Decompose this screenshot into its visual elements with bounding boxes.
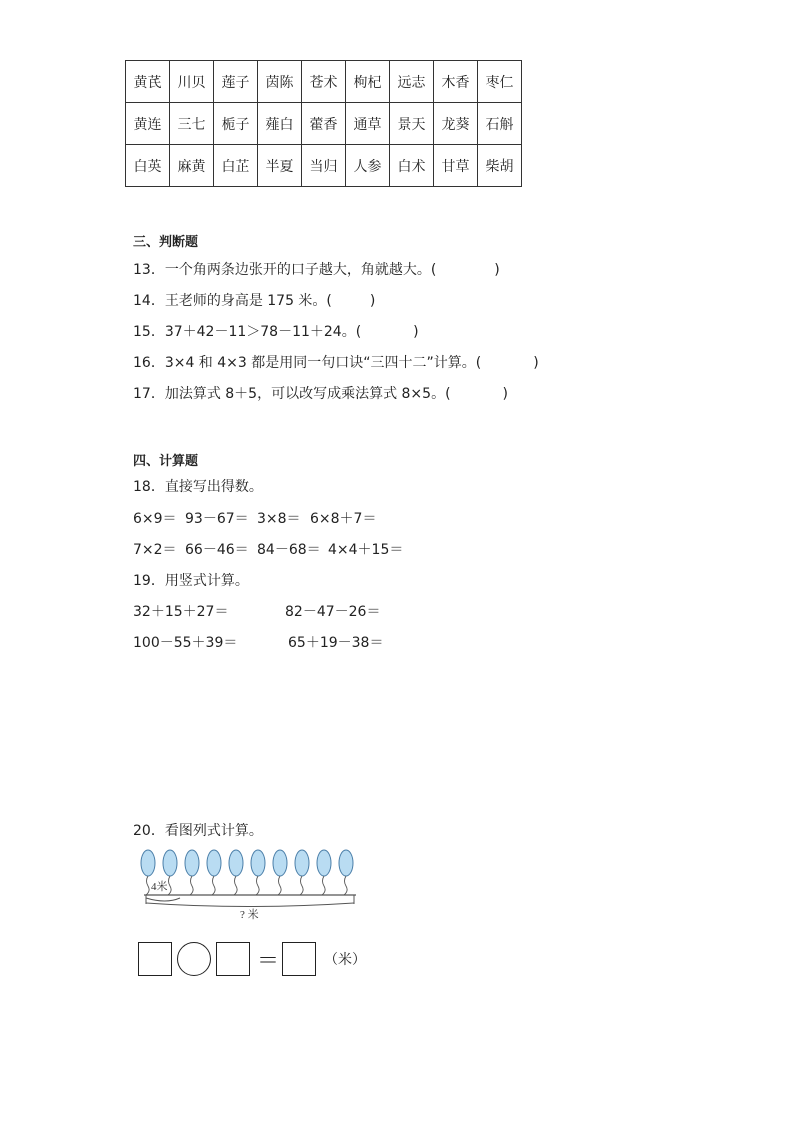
- herb-cell: 半夏: [258, 145, 302, 187]
- question-17: 17．加法算式 8＋5，可以改写成乘法算式 8×5。( ): [133, 386, 509, 402]
- herb-cell: 苍术: [302, 61, 346, 103]
- balloon-string: [212, 876, 215, 895]
- balloon-figure: [136, 846, 366, 922]
- calc-r1-4: 6×8＋7＝: [310, 511, 377, 527]
- unit-label: （米）: [324, 952, 366, 968]
- balloon-string: [190, 876, 193, 895]
- herb-cell: 石斛: [478, 103, 522, 145]
- calc-r2-1: 7×2＝: [133, 542, 177, 558]
- herb-cell: 三七: [170, 103, 214, 145]
- balloon: [273, 850, 287, 876]
- question-18: 18．直接写出得数。: [133, 479, 263, 495]
- balloon: [295, 850, 309, 876]
- balloon: [229, 850, 243, 876]
- herb-cell: 枣仁: [478, 61, 522, 103]
- herb-cell: 远志: [390, 61, 434, 103]
- herb-cell: 甘草: [434, 145, 478, 187]
- herb-cell: 麻黄: [170, 145, 214, 187]
- calc-r1-2: 93－67＝: [185, 511, 249, 527]
- balloon-string: [300, 876, 303, 895]
- vertical-2: 82－47－26＝: [285, 604, 381, 620]
- herb-cell: 藿香: [302, 103, 346, 145]
- herb-row: [126, 61, 522, 103]
- question-16: 16．3×4 和 4×3 都是用同一句口诀“三四十二”计算。( ): [133, 355, 539, 371]
- balloon-string: [146, 876, 149, 895]
- herb-cell: 川贝: [170, 61, 214, 103]
- section-3-title: 三、判断题: [133, 235, 199, 250]
- balloon-string: [344, 876, 347, 895]
- herb-cell: 枸杞: [346, 61, 390, 103]
- herb-cell: 白芷: [214, 145, 258, 187]
- equals-sign: ＝: [257, 949, 280, 974]
- operator-circle[interactable]: [177, 942, 211, 976]
- herb-cell: 通草: [346, 103, 390, 145]
- answer-box-1[interactable]: [138, 942, 172, 976]
- herb-cell: 白英: [126, 145, 170, 187]
- segment-label: 4米: [151, 881, 168, 893]
- question-13: 13．一个角两条边张开的口子越大，角就越大。( ): [133, 262, 500, 278]
- section-4-title: 四、计算题: [133, 454, 199, 469]
- balloon-string: [278, 876, 281, 895]
- question-20: 20．看图列式计算。: [133, 823, 263, 839]
- question-14: 14．王老师的身高是 175 米。( ): [133, 293, 376, 309]
- herb-cell: 景天: [390, 103, 434, 145]
- vertical-1: 32＋15＋27＝: [133, 604, 229, 620]
- balloon: [141, 850, 155, 876]
- calc-r2-4: 4×4＋15＝: [328, 542, 404, 558]
- calc-r1-3: 3×8＝: [257, 511, 301, 527]
- vertical-4: 65＋19－38＝: [288, 635, 384, 651]
- balloon-string: [168, 876, 171, 895]
- herb-cell: 龙葵: [434, 103, 478, 145]
- herb-cell: 薤白: [258, 103, 302, 145]
- herb-cell: 人参: [346, 145, 390, 187]
- herb-cell: 木香: [434, 61, 478, 103]
- balloon-string: [256, 876, 259, 895]
- vertical-3: 100－55＋39＝: [133, 635, 238, 651]
- question-15: 15．37＋42－11＞78－11＋24。( ): [133, 324, 419, 340]
- herb-cell: 柴胡: [478, 145, 522, 187]
- balloon-string: [322, 876, 325, 895]
- calc-r2-2: 66－46＝: [185, 542, 249, 558]
- herb-cell: 白术: [390, 145, 434, 187]
- herb-row: [126, 145, 522, 187]
- calc-r1-1: 6×9＝: [133, 511, 177, 527]
- herb-row: [126, 103, 522, 145]
- herb-cell: 黄芪: [126, 61, 170, 103]
- balloon: [317, 850, 331, 876]
- balloon-string: [234, 876, 237, 895]
- total-label: ? 米: [240, 909, 259, 921]
- balloon: [163, 850, 177, 876]
- herb-cell: 茵陈: [258, 61, 302, 103]
- calc-r2-3: 84－68＝: [257, 542, 321, 558]
- answer-box-2[interactable]: [216, 942, 250, 976]
- question-19: 19．用竖式计算。: [133, 573, 249, 589]
- herb-cell: 黄连: [126, 103, 170, 145]
- answer-box-result[interactable]: [282, 942, 316, 976]
- balloon: [339, 850, 353, 876]
- herb-table: [125, 60, 522, 187]
- herb-cell: 莲子: [214, 61, 258, 103]
- balloon: [207, 850, 221, 876]
- balloon: [251, 850, 265, 876]
- balloon: [185, 850, 199, 876]
- herb-cell: 栀子: [214, 103, 258, 145]
- herb-cell: 当归: [302, 145, 346, 187]
